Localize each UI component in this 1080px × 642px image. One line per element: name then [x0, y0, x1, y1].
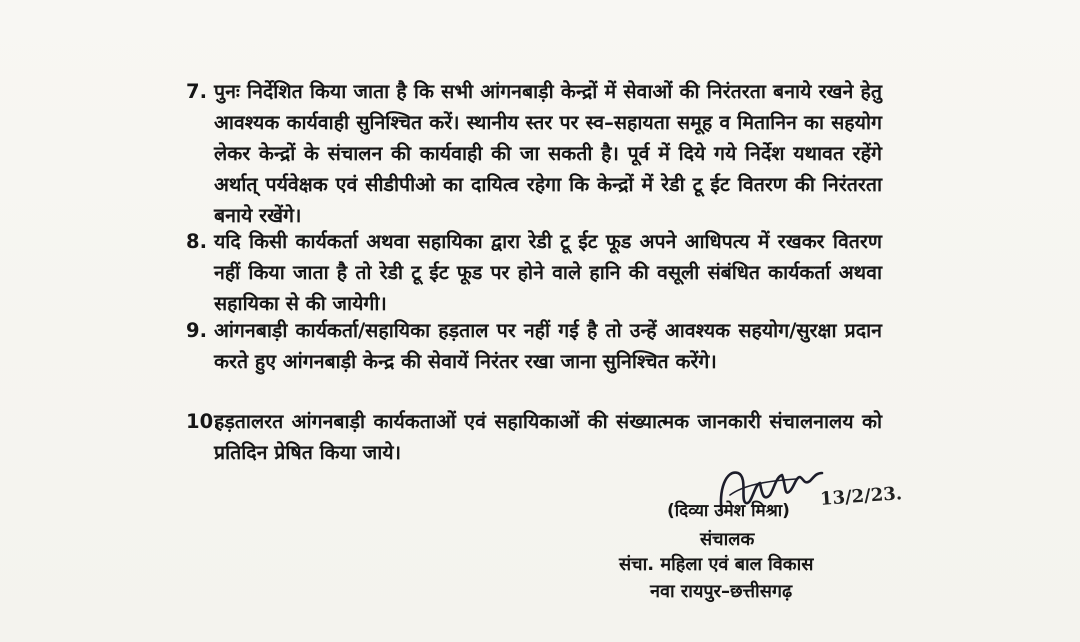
- item-number: 10.: [186, 410, 221, 433]
- item-number: 7.: [186, 80, 207, 103]
- signature-date: 13/2/23.: [819, 483, 903, 510]
- item-text: आंगनबाड़ी कार्यकर्ता/सहायिका हड़ताल पर नहीं गई है तो उन्हें आवश्यक सहयोग/सुरक्षा प्रदान करते हुए आंगनबाड़ी केन्द्र की सेवायें निरंतर रखा जाना सुनिश्चित करेंगे।: [214, 319, 882, 373]
- signatory-location: नवा रायपुर–छत्तीसगढ़: [650, 581, 793, 602]
- item-text: यदि किसी कार्यकर्ता अथवा सहायिका द्वारा रेडी टू ईट फूड अपने आधिपत्य में रखकर वितरण नहीं किया जाता है तो रेडी टू ईट फूड पर होने वाले हानि की वसूली संबंधित कार्यकर्ता अथवा सहायिका से की जायेगी।: [214, 230, 882, 315]
- signatory-name: (दिव्या उमेश मिश्रा): [667, 501, 790, 521]
- item-text: हड़तालरत आंगनबाड़ी कार्यकताओं एवं सहायिकाओं की संख्यात्मक जानकारी संचालनालय को प्रतिदिन प्रेषित किया जाये।: [214, 410, 882, 464]
- signatory-designation: संचालक: [700, 529, 755, 550]
- item-text: पुनः निर्देशित किया जाता है कि सभी आंगनबाड़ी केन्द्रों में सेवाओं की निरंतरता बनाये रखने हेतु आवश्यक कार्यवाही सुनिश्चित करें। स्थानीय स्तर पर स्व–सहायता समूह व मितानिन का सहयोग लेकर केन्द्रों के संचालन की कार्यवाही की जा सकती है। पूर्व में दिये गये निर्देश यथावत रहेंगे अर्थात् पर्यवेक्षक एवं सीडीपीओ का दायित्व रहेगा कि केन्द्रों में रेडी टू ईट वितरण की निरंतरता बनाये रखेंगे।: [214, 80, 882, 227]
- item-number: 8.: [186, 230, 207, 253]
- item-number: 9.: [186, 319, 207, 342]
- signatory-organization: संचा. महिला एवं बाल विकास: [619, 554, 814, 575]
